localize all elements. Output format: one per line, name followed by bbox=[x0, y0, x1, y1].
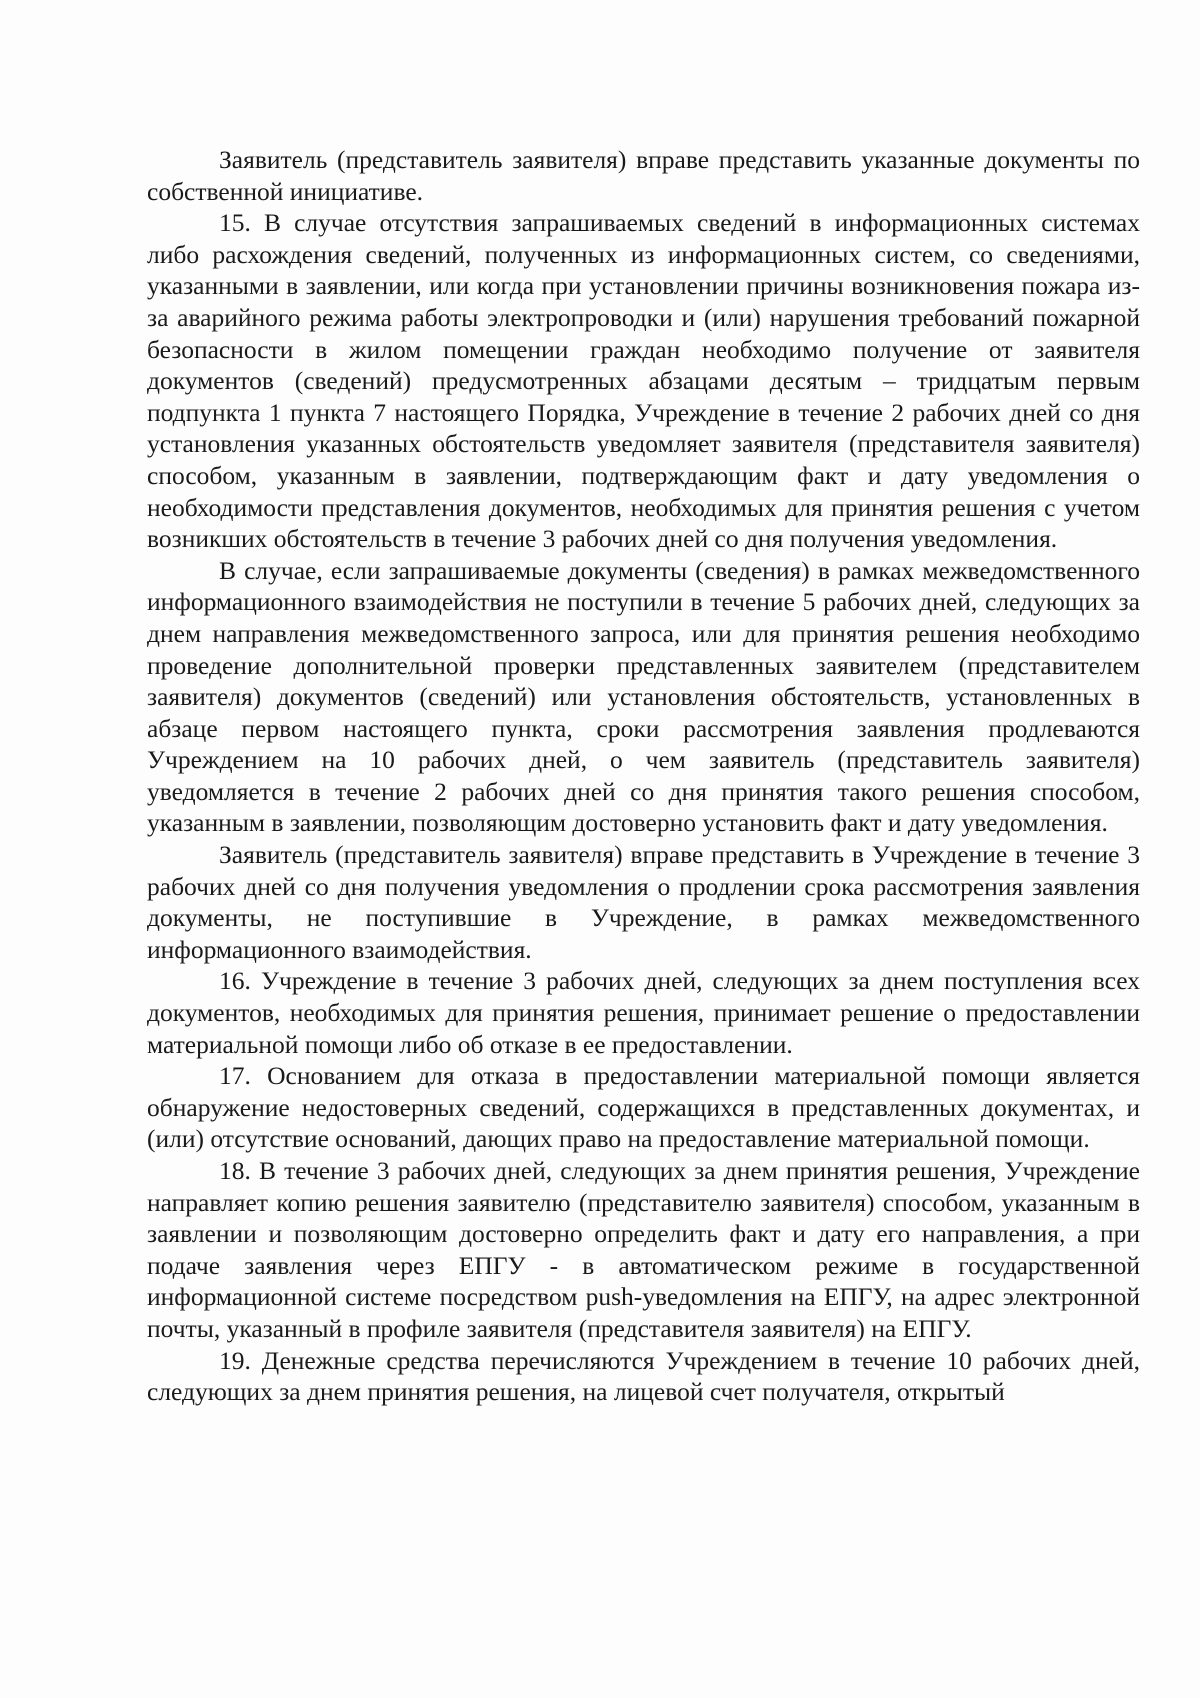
paragraph-15-extension: В случае, если запрашиваемые документы (сведения) в рамках межведомственного информационного взаимодействия не поступили в течение 5 рабочих дней, следующих за днем направления межведомственного запроса, или для принятия решения необходимо проведение дополнительной проверки представленных заявителем (представителем заявителя) документов (сведений) или установления обстоятельств, установленных в абзаце первом настоящего пункта, сроки рассмотрения заявления продлеваются Учреждением на 10 рабочих дней, о чем заявитель (представитель заявителя) уведомляется в течение 2 рабочих дней со дня принятия такого решения способом, указанным в заявлении, позволяющим достоверно установить факт и дату уведомления. bbox=[147, 555, 1140, 838]
paragraph-15: 15. В случае отсутствия запрашиваемых сведений в информационных системах либо расхождения сведений, полученных из информационных систем, со сведениями, указанными в заявлении, или когда при установлении причины возникновения пожара из-за аварийного режима работы электропроводки и (или) нарушения требований пожарной безопасности в жилом помещении граждан необходимо получение от заявителя документов (сведений) предусмотренных абзацами десятым – тридцатым первым подпункта 1 пункта 7 настоящего Порядка, Учреждение в течение 2 рабочих дней со дня установления указанных обстоятельств уведомляет заявителя (представителя заявителя) способом, указанным в заявлении, подтверждающим факт и дату уведомления о необходимости представления документов, необходимых для принятия решения с учетом возникших обстоятельств в течение 3 рабочих дней со дня получения уведомления. bbox=[147, 208, 1140, 554]
paragraph-17: 17. Основанием для отказа в предоставлении материальной помощи является обнаружение недостоверных сведений, содержащихся в представленных документах, и (или) отсутствие оснований, дающих право на предоставление материальной помощи. bbox=[147, 1061, 1140, 1154]
paragraph-16: 16. Учреждение в течение 3 рабочих дней, следующих за днем поступления всех документов, необходимых для принятия решения, принимает решение о предоставлении материальной помощи либо об отказе в ее предоставлении. bbox=[147, 966, 1140, 1059]
paragraph-18: 18. В течение 3 рабочих дней, следующих за днем принятия решения, Учреждение направляет копию решения заявителю (представителю заявителя) способом, указанным в заявлении и позволяющим достоверно определить факт и дату его направления, а при подаче заявления через ЕПГУ - в автоматическом режиме в государственной информационной системе посредством push-уведомления на ЕПГУ, на адрес электронной почты, указанный в профиле заявителя (представителя заявителя) на ЕПГУ. bbox=[147, 1156, 1140, 1343]
paragraph-19: 19. Денежные средства перечисляются Учреждением в течение 10 рабочих дней, следующих за днем принятия решения, на лицевой счет получателя, открытый bbox=[147, 1345, 1140, 1407]
document-body bbox=[147, 144, 1140, 1408]
paragraph-15-additional-documents: Заявитель (представитель заявителя) вправе представить в Учреждение в течение 3 рабочих дней со дня получения уведомления о продлении срока рассмотрения заявления документы, не поступившие в Учреждение, в рамках межведомственного информационного взаимодействия. bbox=[147, 840, 1140, 964]
paragraph-applicant-right: Заявитель (представитель заявителя) вправе представить указанные документы по собственной инициативе. bbox=[147, 145, 1140, 206]
